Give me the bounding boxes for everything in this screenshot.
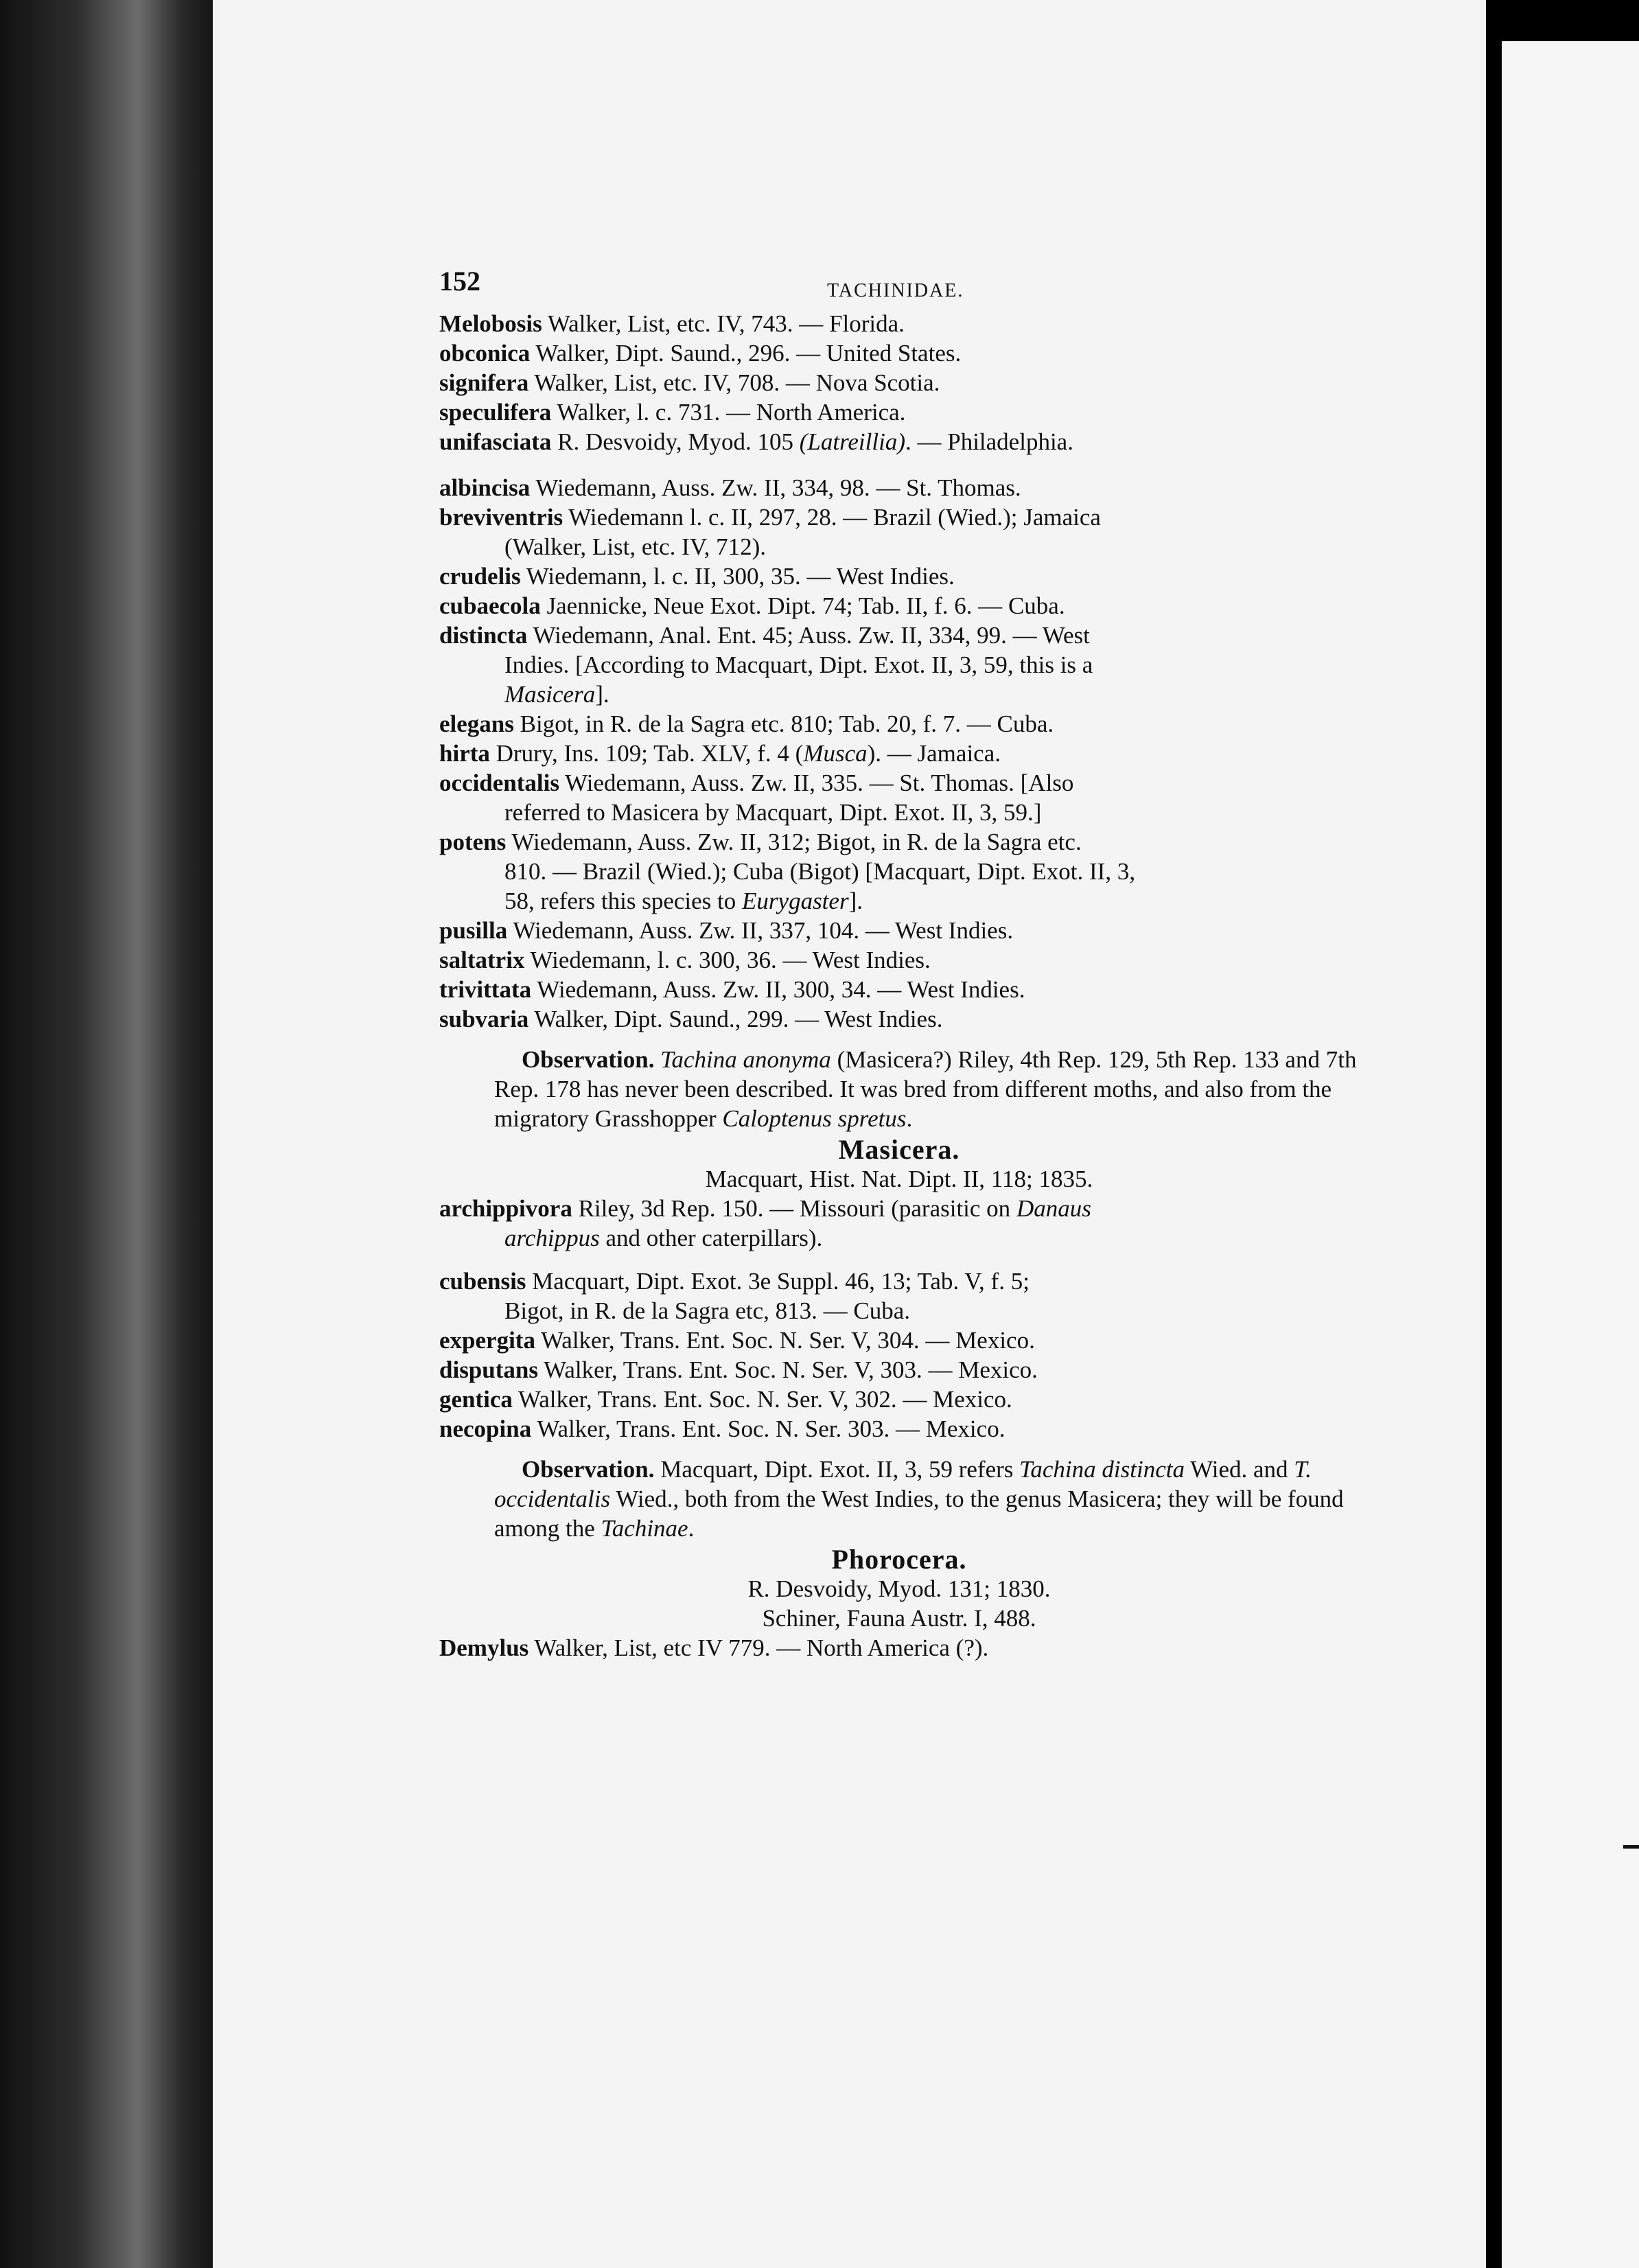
entry-demylus: Demylus Walker, List, etc IV 779. — North America (?). bbox=[439, 1634, 989, 1661]
entry-trivittata: trivittata Wiedemann, Auss. Zw. II, 300, 34. — West Indies. bbox=[439, 976, 1025, 1003]
genus-reference-masicera: Macquart, Hist. Nat. Dipt. II, 118; 1835. bbox=[705, 1166, 1093, 1192]
observation-note-2: Observation. Macquart, Dipt. Exot. II, 3, 59 refers Tachina distincta Wied. and T. occidentalis Wied., both from the West Indies, to the genus Masicera; they will be found among the Tachinae. bbox=[494, 1456, 1344, 1542]
entry-melobosis: Melobosis Walker, List, etc. IV, 743. — Florida. bbox=[439, 310, 905, 337]
facing-page-edge bbox=[1502, 41, 1639, 2268]
page-header bbox=[439, 261, 1359, 309]
entry-gentica: gentica Walker, Trans. Ent. Soc. N. Ser. V, 302. — Mexico. bbox=[439, 1386, 1012, 1413]
genus-heading-phorocera: Phorocera. bbox=[831, 1544, 967, 1575]
facing-page-mark bbox=[1623, 1845, 1639, 1849]
entry-subvaria: subvaria Walker, Dipt. Saund., 299. — West Indies. bbox=[439, 1006, 943, 1032]
page-number: 152 bbox=[439, 266, 480, 297]
entry-hirta: hirta Drury, Ins. 109; Tab. XLV, f. 4 (Musca). — Jamaica. bbox=[439, 740, 1001, 767]
entry-breviventris: breviventris Wiedemann l. c. II, 297, 28. — Brazil (Wied.); Jamaica (Walker, List, etc. IV, 712). bbox=[439, 504, 1101, 560]
entry-elegans: elegans Bigot, in R. de la Sagra etc. 810; Tab. 20, f. 7. — Cuba. bbox=[439, 710, 1054, 737]
entry-albincisa: albincisa Wiedemann, Auss. Zw. II, 334, 98. — St. Thomas. bbox=[439, 474, 1021, 501]
genus-heading-masicera: Masicera. bbox=[838, 1134, 960, 1165]
entry-disputans: disputans Walker, Trans. Ent. Soc. N. Ser. V, 303. — Mexico. bbox=[439, 1356, 1038, 1383]
entry-cubaecola: cubaecola Jaennicke, Neue Exot. Dipt. 74; Tab. II, f. 6. — Cuba. bbox=[439, 592, 1065, 619]
entry-signifera: signifera Walker, List, etc. IV, 708. — Nova Scotia. bbox=[439, 369, 940, 396]
book-gutter bbox=[0, 0, 213, 2268]
entry-saltatrix: saltatrix Wiedemann, l. c. 300, 36. — West Indies. bbox=[439, 947, 931, 973]
observation-note-1: Observation. Tachina anonyma (Masicera?) Riley, 4th Rep. 129, 5th Rep. 133 and 7th Rep. 178 has never been described. It was bred from different moths, and also from the migratory Grasshopper Caloptenus spretus. bbox=[494, 1046, 1357, 1132]
page-content bbox=[439, 261, 1359, 1663]
entry-distincta: distincta Wiedemann, Anal. Ent. 45; Auss. Zw. II, 334, 99. — West Indies. [According to Macquart, Dipt. Exot. II, 3, 59, this is a Masicera]. bbox=[439, 622, 1093, 708]
entry-occidentalis: occidentalis Wiedemann, Auss. Zw. II, 335. — St. Thomas. [Also referred to Masicera by Macquart, Dipt. Exot. II, 3, 59.] bbox=[439, 769, 1074, 826]
entry-cubensis: cubensis Macquart, Dipt. Exot. 3e Suppl. 46, 13; Tab. V, f. 5; Bigot, in R. de la Sagra etc, 813. — Cuba. bbox=[439, 1268, 1030, 1324]
entry-potens: potens Wiedemann, Auss. Zw. II, 312; Bigot, in R. de la Sagra etc. 810. — Brazil (Wied.); Cuba (Bigot) [Macquart, Dipt. Exot. II, 3, 58, refers this species to Eurygaster]. bbox=[439, 829, 1136, 914]
genus-reference-phorocera-2: Schiner, Fauna Austr. I, 488. bbox=[762, 1605, 1036, 1632]
running-head: TACHINIDAE. bbox=[827, 280, 964, 301]
genus-reference-phorocera-1: R. Desvoidy, Myod. 131; 1830. bbox=[747, 1575, 1051, 1602]
entry-expergita: expergita Walker, Trans. Ent. Soc. N. Ser. V, 304. — Mexico. bbox=[439, 1327, 1035, 1354]
entry-speculifera: speculifera Walker, l. c. 731. — North America. bbox=[439, 399, 906, 426]
entry-archippivora: archippivora Riley, 3d Rep. 150. — Missouri (parasitic on Danaus archippus and other caterpillars). bbox=[439, 1195, 1091, 1251]
entry-obconica: obconica Walker, Dipt. Saund., 296. — United States. bbox=[439, 340, 962, 367]
entry-pusilla: pusilla Wiedemann, Auss. Zw. II, 337, 104. — West Indies. bbox=[439, 917, 1014, 944]
entry-unifasciata: unifasciata R. Desvoidy, Myod. 105 (Latreillia). — Philadelphia. bbox=[439, 428, 1073, 455]
entry-crudelis: crudelis Wiedemann, l. c. II, 300, 35. — West Indies. bbox=[439, 563, 955, 590]
entry-necopina: necopina Walker, Trans. Ent. Soc. N. Ser. 303. — Mexico. bbox=[439, 1415, 1006, 1442]
